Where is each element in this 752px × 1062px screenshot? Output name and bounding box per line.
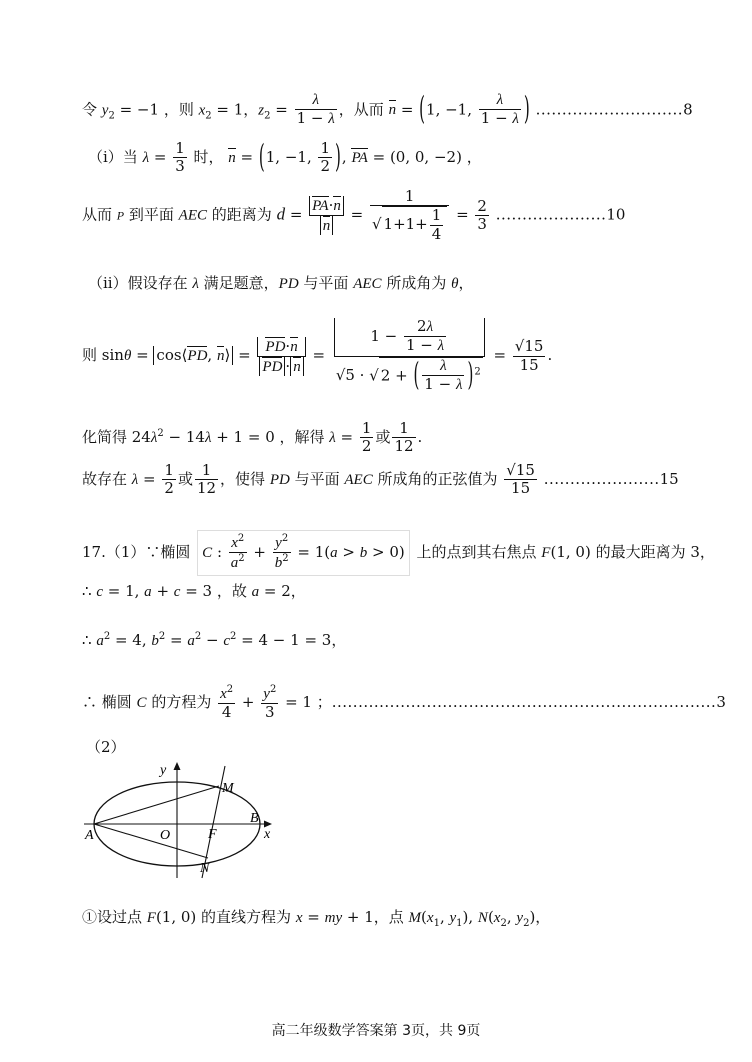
ellipse-figure — [80, 760, 280, 880]
score-mark-15: 15 — [659, 469, 679, 488]
score-mark-3: 3 — [716, 692, 726, 711]
label-b: B — [250, 811, 259, 826]
label-x: x — [264, 827, 271, 842]
label-y: y — [160, 763, 167, 778]
label-n: N — [200, 861, 210, 876]
line-1: 令 $y_2 = -1$ ，则 $x_2 = 1$，$z_2$ = $\frac{\lambda}{1 - \lambda}$ ，从而 n = (1, −1, $\frac{\lambda}{1 - \lambda}$ ) ............................8 — [82, 89, 693, 128]
segment-am — [94, 786, 219, 824]
line-10: ∴ $a^2 = 4$, $b^2 = a^2 - c^2 = 4 - 1 = 3$， — [82, 631, 347, 649]
line-9: ∴ c = 1, a + c = 3 ，故 a = 2， — [82, 582, 306, 600]
line-3: 从而 P 到平面 AEC 的距离为 d = $\frac{PA\cdot n}{n}$ = 1 √ 1+1+ $\frac{1}{4}$ = $\frac{2}{3}$ .....................10 — [82, 187, 626, 243]
label-f: F — [208, 827, 217, 842]
line-6: 化简得 $24\lambda^2 - 14\lambda + 1 = 0$ ，解得 λ = $\frac{1}{2}$ 或 $\frac{1}{12}$ . — [82, 419, 423, 456]
label-a: A — [85, 828, 94, 843]
line-7: 故存在 λ = $\frac{1}{2}$ 或 $\frac{1}{12}$ ，使得 PD 与平面 AEC 所成角的正弦值为 $\frac{√15}{15}$ ......................15 — [82, 461, 679, 498]
label-m: M — [222, 781, 234, 796]
segment-an — [94, 824, 208, 858]
score-mark-8: 8 — [683, 100, 693, 119]
y-arrow — [174, 762, 181, 770]
line-8: 17.（1）∵椭圆 C : $\frac{x^2}{a^2}$ + $\frac{y^2}{b^2}$ = 1(a > b > 0) 上的点到其右焦点 F(1, 0) 的最大距离为 3， — [82, 530, 715, 576]
page-footer: 高二年级数学答案第 3页，共 9页 — [271, 1023, 481, 1039]
line-2: （i）当 λ = $\frac{1}{3}$ 时， n = (1, −1, $\frac{1}{2}$ ), PA = (0, 0, −2) ， — [88, 137, 482, 176]
line-5: 则 sinθ = cos⟨PD, n⟩ = $\frac{PD\cdot n}{PD \cdot n}$ = 1 − $\frac{2\lambda}{1 - \lambda}$ √5 · √ 2 + ( $\frac{\lambda}{1 - \lambda}$ )$^2$ = $\frac{√15}{15}$ . — [82, 317, 553, 393]
line-4: （ii）假设存在 λ 满足题意，PD 与平面 AEC 所成角为 θ， — [88, 274, 474, 292]
line-12: （2） — [86, 738, 126, 756]
line-13: ①设过点 F(1, 0) 的直线方程为 x = my + 1，点 $M(x_1$, $y_1$), $N(x_2$, $y_2$)， — [82, 908, 551, 929]
score-mark-10: 10 — [606, 205, 626, 224]
line-11: ∴ 椭圆 C 的方程为 $\frac{x^2}{4}$ + $\frac{y^2}{3}$ = 1 ；.........................................................................3 — [82, 684, 726, 722]
label-o: O — [160, 828, 171, 843]
